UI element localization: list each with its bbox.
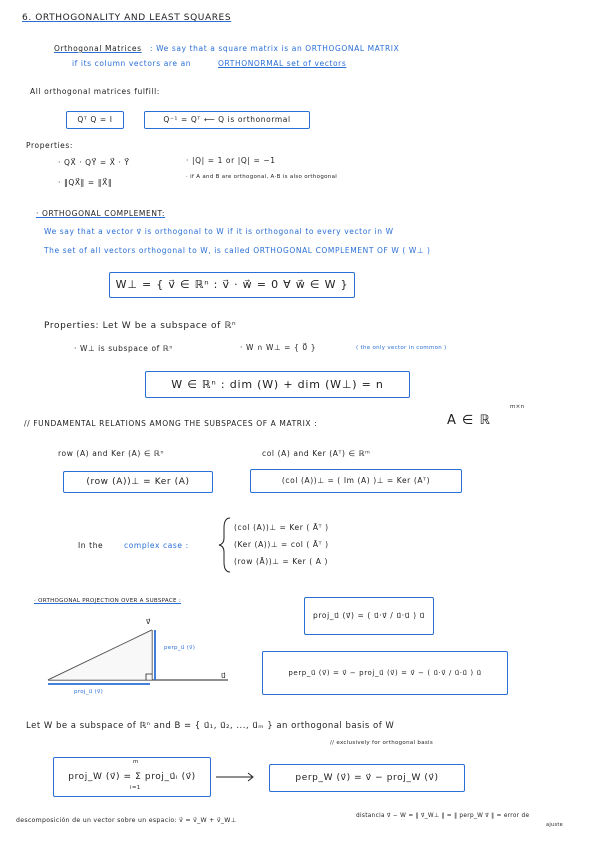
sum-upper-limit: m xyxy=(133,759,139,765)
col-ker-formula: (col (A))⊥ = ( Im (A) )⊥ = Ker (Aᵀ) xyxy=(281,476,431,485)
orthogonal-matrix-definition-2b: ORTHONORMAL set of vectors xyxy=(218,59,347,68)
distance-text: distancia v⃗ − W = ‖ v⃗_W⊥ ‖ = ‖ perp_W v⃗ ‖ = error de xyxy=(356,813,530,819)
complex-relation-2: (Ker (A))⊥ = col ( Āᵀ ) xyxy=(234,540,329,549)
fundamental-matrix: A ∈ ℝ xyxy=(447,413,491,428)
orthogonal-inverse-formula: Q⁻¹ = Qᵀ ⟵ Q is orthonormal xyxy=(163,115,291,124)
property-product: · if A and B are orthogonal, A·B is also orthogonal xyxy=(186,174,338,180)
complex-case-intro: In the xyxy=(78,541,104,550)
complement-heading: · ORTHOGONAL COMPLEMENT: xyxy=(36,209,166,218)
perp-formula: perp_u⃗ (v⃗) = v⃗ − proj_u⃗ (v⃗) = v⃗ − ( u⃗·v⃗ / u⃗·u⃗ ) u⃗ xyxy=(288,669,482,677)
sum-lower-limit: i=1 xyxy=(130,785,141,791)
basis-line: Let W be a subspace of ℝⁿ and B = { u⃗₁, u⃗₂, ..., u⃗ₘ } an orthogonal basis of W xyxy=(26,721,395,731)
complement-prop-intersection: · W ∩ W⊥ = { 0⃗ } xyxy=(240,343,317,352)
diagram-label-perp: perp_u⃗ (v⃗) xyxy=(164,645,196,651)
page-title: 6. ORTHOGONALITY AND LEAST SQUARES xyxy=(22,13,232,23)
orthogonal-matrix-term: Orthogonal Matrices xyxy=(54,44,142,53)
diagram-label-proj: proj_u⃗ (v⃗) xyxy=(74,689,104,695)
complement-properties: Properties: Let W be a subspace of ℝⁿ xyxy=(44,321,237,331)
fundamental-heading: // FUNDAMENTAL RELATIONS AMONG THE SUBSPACES OF A MATRIX : xyxy=(24,419,318,428)
row-ker-space: row (A) and Ker (A) ∈ ℝⁿ xyxy=(58,449,165,458)
perp-w-formula: perp_W (v⃗) = v⃗ − proj_W (v⃗) xyxy=(295,773,439,783)
complement-line-1: We say that a vector v⃗ is orthogonal to W if it is orthogonal to every vector in W xyxy=(44,227,394,236)
complement-prop-subspace: · W⊥ is subspace of ℝⁿ xyxy=(74,344,174,353)
perp-w-box xyxy=(269,764,465,792)
diagram-label-v: v⃗ xyxy=(146,617,152,626)
orthogonal-matrix-definition-1: : We say that a square matrix is an ORTHOGONAL MATRIX xyxy=(150,44,400,53)
distance-text-2: ajuste xyxy=(546,822,564,828)
row-ker-formula: (row (A))⊥ = Ker (A) xyxy=(86,477,190,487)
col-ker-space: col (A) and Ker (Aᵀ) ∈ ℝᵐ xyxy=(262,449,371,458)
property-norm: · ‖QX⃗‖ = ‖X⃗‖ xyxy=(58,178,113,187)
orthogonal-identity-formula: Qᵀ Q = I xyxy=(77,115,113,124)
basis-note: // exclusively for orthogonal basis xyxy=(330,740,434,746)
complex-case-brace xyxy=(219,518,230,572)
orthogonal-matrix-definition-2a: if its column vectors are an xyxy=(72,59,192,68)
proj-formula: proj_u⃗ (v⃗) = ( u⃗·v⃗ / u⃗·u⃗ ) u⃗ xyxy=(313,611,425,620)
fundamental-matrix-size: m×n xyxy=(510,404,525,410)
dimension-formula: W ∈ ℝⁿ : dim (W) + dim (W⊥) = n xyxy=(171,378,384,391)
complex-relation-3: (row (Ā))⊥ = Ker ( A ) xyxy=(234,557,329,566)
fulfill-label: All orthogonal matrices fulfill: xyxy=(30,87,160,96)
complement-line-2: The set of all vectors orthogonal to W, is called ORTHOGONAL COMPLEMENT OF W ( W⊥ ) xyxy=(44,246,431,255)
complement-prop-note: ( the only vector in common ) xyxy=(356,345,447,351)
diagram-label-u: u⃗ xyxy=(221,671,227,680)
complex-case-label: complex case : xyxy=(124,541,189,550)
properties-label: Properties: xyxy=(26,141,74,150)
projection-heading: · ORTHOGONAL PROJECTION OVER A SUBSPACE : xyxy=(34,598,182,604)
decomposition-text: descomposición de un vector sobre un espacio: v⃗ = v⃗_W + v⃗_W⊥ xyxy=(16,817,237,824)
complex-relation-1: (col (A))⊥ = Ker ( Āᵀ ) xyxy=(234,523,329,532)
property-dot-product: · QX⃗ · QY⃗ = X⃗ · Y⃗ xyxy=(58,158,130,167)
proj-w-formula: proj_W (v⃗) = Σ proj_u⃗ᵢ (v⃗) xyxy=(68,772,196,782)
property-determinant: · |Q| = 1 or |Q| = −1 xyxy=(186,156,276,165)
complement-definition-formula: W⊥ = { v⃗ ∈ ℝⁿ : v⃗ · w⃗ = 0 ∀ w⃗ ∈ W } xyxy=(115,278,349,291)
